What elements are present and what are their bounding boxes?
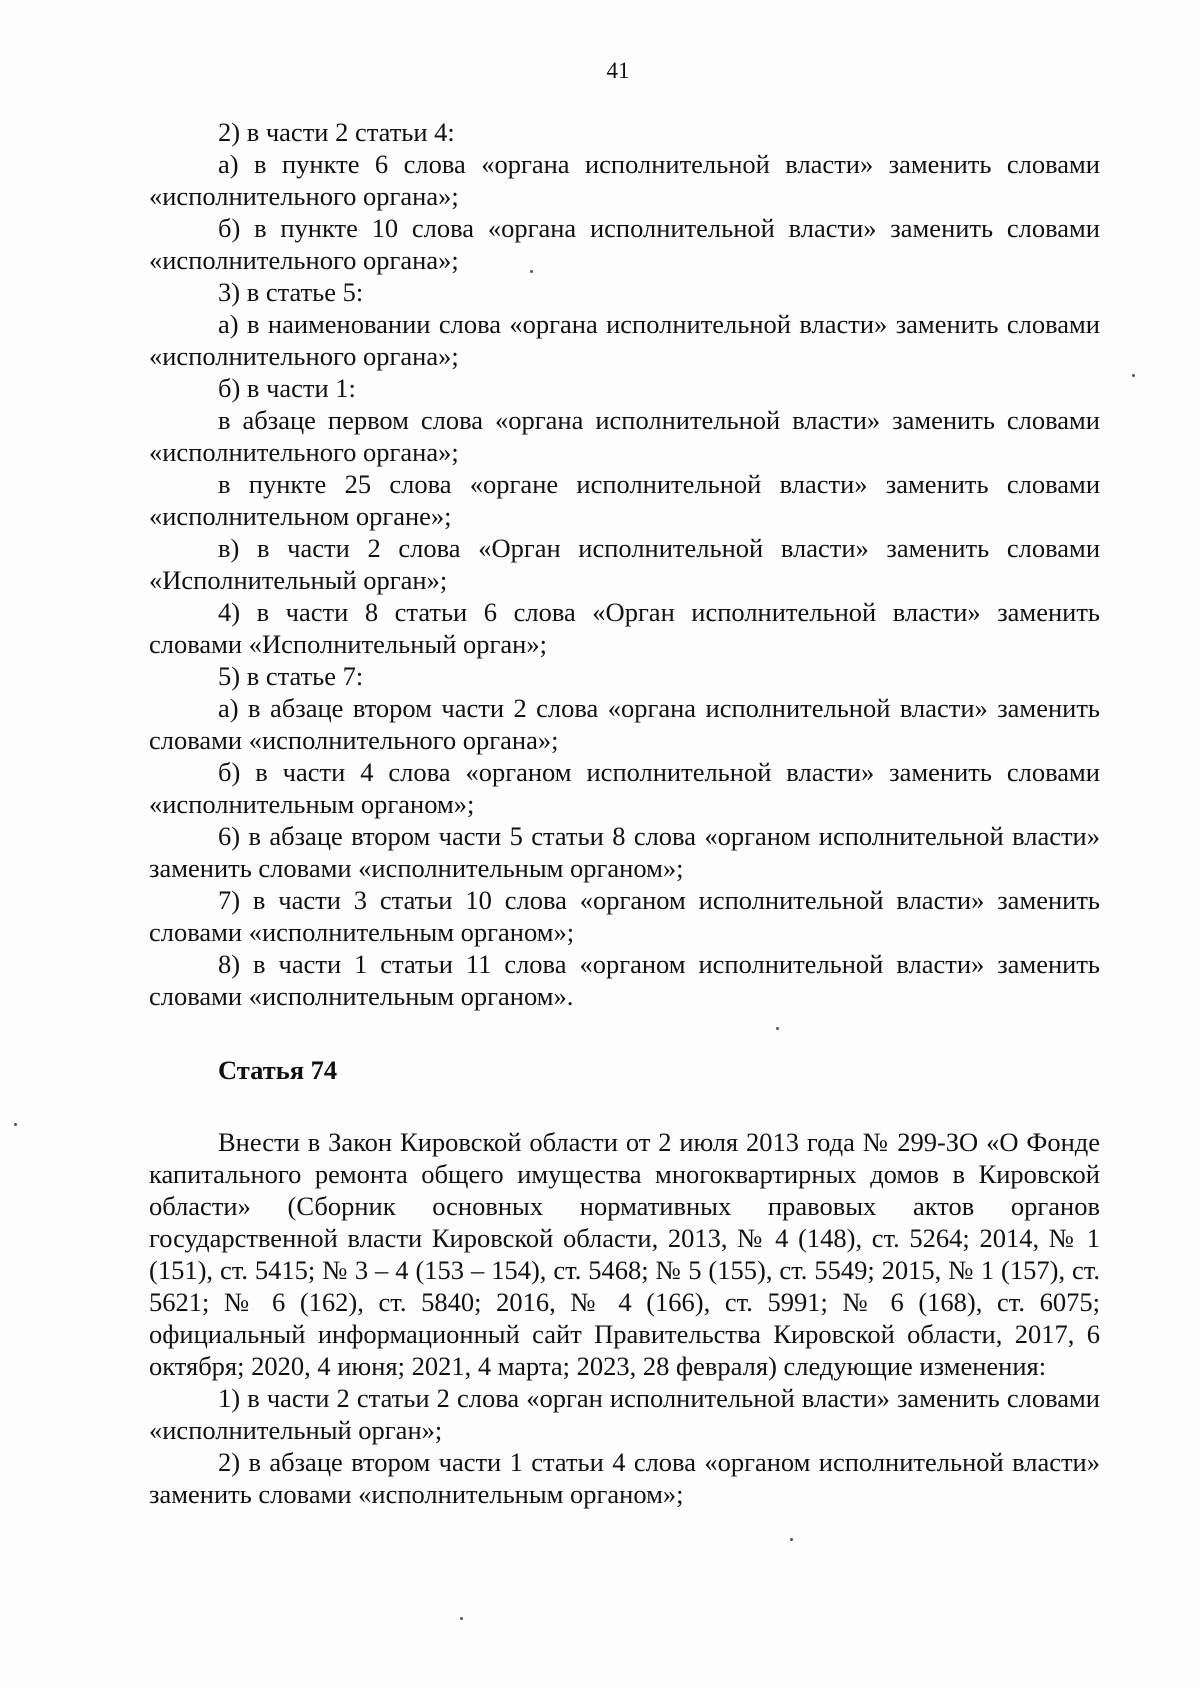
amendment-paragraph: 6) в абзаце втором части 5 статьи 8 слова «органом исполнительной власти» заменить словами «исполнительным органом»; — [149, 821, 1100, 883]
amendment-paragraph: 8) в части 1 статьи 11 слова «органом исполнительной власти» заменить словами «исполнительным органом». — [149, 949, 1100, 1011]
scan-speck — [776, 1027, 779, 1030]
amendment-paragraph: 5) в статье 7: — [218, 661, 364, 691]
scan-speck — [1132, 374, 1135, 377]
amendment-paragraph: в абзаце первом слова «органа исполнительной власти» заменить словами «исполнительного органа»; — [149, 405, 1100, 467]
amendment-paragraph: 4) в части 8 статьи 6 слова «Орган исполнительной власти» заменить словами «Исполнительный орган»; — [149, 597, 1100, 659]
scan-speck — [790, 1538, 793, 1541]
document-body — [149, 116, 1100, 1510]
article-paragraph: 1) в части 2 статьи 2 слова «орган исполнительной власти» заменить словами «исполнительный орган»; — [149, 1383, 1100, 1445]
amendments-list — [149, 116, 1100, 1012]
amendment-paragraph: б) в пункте 10 слова «органа исполнительной власти» заменить словами «исполнительного органа»; — [149, 213, 1100, 275]
amendment-paragraph: 7) в части 3 статьи 10 слова «органом исполнительной власти» заменить словами «исполнительным органом»; — [149, 885, 1100, 947]
amendment-paragraph: 3) в статье 5: — [218, 277, 364, 307]
scan-speck — [14, 1123, 17, 1126]
amendment-paragraph: 2) в части 2 статьи 4: — [218, 117, 455, 147]
amendment-paragraph: а) в пункте 6 слова «органа исполнительной власти» заменить словами «исполнительного органа»; — [149, 149, 1100, 211]
scan-speck — [530, 270, 533, 273]
article-paragraph: 2) в абзаце втором части 1 статьи 4 слова «органом исполнительной власти» заменить словами «исполнительным органом»; — [149, 1447, 1100, 1509]
amendment-paragraph: б) в части 1: — [218, 373, 356, 403]
article-title: Статья 74 — [218, 1055, 338, 1085]
scan-speck — [460, 1617, 463, 1620]
page-number: 41 — [606, 58, 630, 83]
amendment-paragraph: в пункте 25 слова «органе исполнительной власти» заменить словами «исполнительном органе»; — [149, 469, 1100, 531]
article-paragraph: Внести в Закон Кировской области от 2 июля 2013 года № 299-ЗО «О Фонде капитального ремонта общего имущества многоквартирных домов в Кировской области» (Сборник основных нормативных правовых актов органов государственной власти Кировской области, 2013, № 4 (148), ст. 5264; 2014, № 1 (151), ст. 5415; № 3 – 4 (153 – 154), ст. 5468; № 5 (155), ст. 5549; 2015, № 1 (157), ст. 5621; № 6 (162), ст. 5840; 2016, № 4 (166), ст. 5991; № 6 (168), ст. 6075; официальный информационный сайт Правительства Кировской области, 2017, 6 октября; 2020, 4 июня; 2021, 4 марта; 2023, 28 февраля) следующие изменения: — [149, 1127, 1100, 1381]
amendment-paragraph: а) в абзаце втором части 2 слова «органа исполнительной власти» заменить словами «исполнительного органа»; — [149, 693, 1100, 755]
article-74-body — [149, 1126, 1100, 1510]
amendment-paragraph: а) в наименовании слова «органа исполнительной власти» заменить словами «исполнительного органа»; — [149, 309, 1100, 371]
amendment-paragraph: в) в части 2 слова «Орган исполнительной власти» заменить словами «Исполнительный орган»; — [149, 533, 1100, 595]
amendment-paragraph: б) в части 4 слова «органом исполнительной власти» заменить словами «исполнительным органом»; — [149, 757, 1100, 819]
